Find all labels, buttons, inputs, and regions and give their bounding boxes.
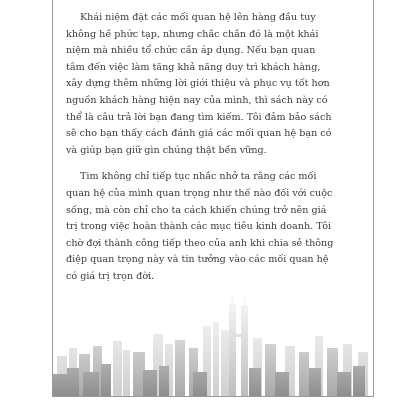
city-skyline-illustration	[53, 286, 373, 396]
text-line: có giá trị trọn đời.	[66, 270, 155, 282]
text-line: trị trong việc hoàn thành các mục tiêu kinh doanh. Tôi	[66, 221, 332, 233]
text-line: sống, mà còn chỉ cho ta cách khiến chúng trở nên giá	[66, 204, 327, 216]
paragraph-1	[66, 10, 366, 159]
text-line: nguồn khách hàng hiện nay của mình, thì sách này có	[66, 94, 328, 106]
body-text	[66, 10, 366, 296]
paragraph-2	[66, 169, 366, 285]
text-line: thể là câu trả lời bạn đang tìm kiếm. Tôi đảm bảo sách	[66, 111, 332, 123]
text-line: chờ đợi thành công tiếp theo của anh khi chia sẻ thông	[66, 237, 334, 249]
text-line: không hề phức tạp, nhưng chắc chắn đó là một khái	[66, 28, 319, 40]
page-frame	[52, 0, 374, 397]
text-line: niệm mà nhiều tổ chức cần áp dụng. Nếu bạn quan	[66, 45, 316, 57]
text-line: và giúp bạn giữ gìn chúng thật bền vững.	[66, 144, 267, 156]
text-line: sẽ cho bạn thấy cách đánh giá các mối quan hệ bạn có	[66, 128, 332, 140]
text-line: Tim không chỉ tiếp tục nhắc nhở ta rằng các mối	[80, 171, 317, 183]
text-line: tâm đến việc làm tăng khả năng duy trì khách hàng,	[66, 61, 321, 73]
text-line: điệp quan trọng này và tin tưởng vào các mối quan hệ	[66, 254, 329, 266]
text-line: Khái niệm đặt các mối quan hệ lên hàng đầu tuy	[80, 12, 316, 23]
text-line: xây dựng thêm những lời giới thiệu và phục vụ tốt hơn	[66, 78, 330, 90]
text-line: quan hệ của mình quan trọng như thế nào đối với cuộc	[66, 187, 333, 199]
